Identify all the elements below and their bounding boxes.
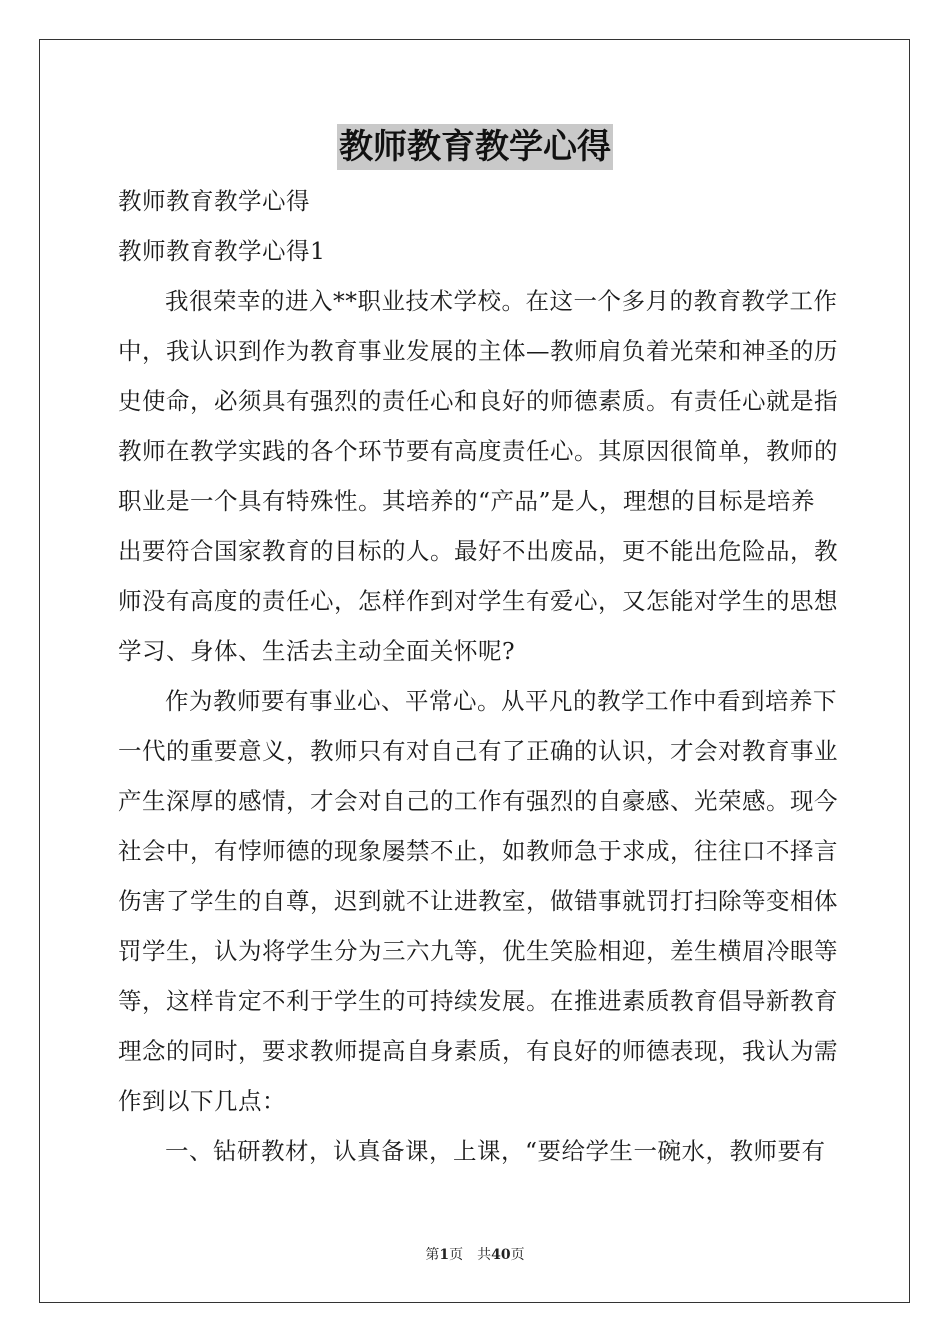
paragraph-line: 罚学生，认为将学生分为三六九等，优生笑脸相迎，差生横眉冷眼等 [118, 937, 838, 965]
paragraph-line: 师没有高度的责任心，怎样作到对学生有爱心，又怎能对学生的思想 [118, 587, 838, 615]
paragraph-line: 史使命，必须具有强烈的责任心和良好的师德素质。有责任心就是指 [118, 387, 838, 415]
paragraph-line: 产生深厚的感情，才会对自己的工作有强烈的自豪感、光荣感。现今 [118, 787, 838, 815]
paragraph-line: 一、钻研教材，认真备课，上课，“要给学生一碗水，教师要有 [165, 1137, 826, 1165]
section-heading: 教师教育教学心得1 [118, 237, 326, 265]
page-prefix: 第 [425, 1247, 440, 1263]
paragraph-line: 理念的同时，要求教师提高自身素质，有良好的师德表现，我认为需 [118, 1037, 838, 1065]
paragraph-line: 一代的重要意义，教师只有对自己有了正确的认识，才会对教育事业 [118, 737, 838, 765]
title-container [0, 124, 950, 170]
paragraph-line: 等，这样肯定不利于学生的可持续发展。在推进素质教育倡导新教育 [118, 987, 838, 1015]
paragraph-line: 伤害了学生的自尊，迟到就不让进教室，做错事就罚打扫除等变相体 [118, 887, 838, 915]
total-suffix: 页 [510, 1247, 525, 1263]
document-title: 教师教育教学心得 [337, 124, 613, 170]
paragraph-line: 作到以下几点： [118, 1087, 286, 1115]
paragraph-line: 出要符合国家教育的目标的人。最好不出废品，更不能出危险品，教 [118, 537, 838, 565]
page-number: 1 [439, 1247, 450, 1263]
paragraph-line: 中，我认识到作为教育事业发展的主体—教师肩负着光荣和神圣的历 [118, 337, 838, 365]
page-suffix: 页 [449, 1247, 464, 1263]
paragraph-line: 社会中，有悖师德的现象屡禁不止，如教师急于求成，往往口不择言 [118, 837, 838, 865]
total-prefix: 共 [477, 1247, 492, 1263]
page-footer [0, 1245, 950, 1265]
paragraph-line: 教师在教学实践的各个环节要有高度责任心。其原因很简单，教师的 [118, 437, 838, 465]
paragraph-line: 学习、身体、生活去主动全面关怀呢? [118, 637, 516, 665]
total-pages: 40 [491, 1247, 511, 1263]
paragraph-line: 我很荣幸的进入**职业技术学校。在这一个多月的教育教学工作 [165, 287, 838, 315]
paragraph-line: 职业是一个具有特殊性。其培养的“产品”是人，理想的目标是培养 [118, 487, 816, 515]
paragraph-line: 作为教师要有事业心、平常心。从平凡的教学工作中看到培养下 [165, 687, 837, 715]
document-subtitle: 教师教育教学心得 [118, 187, 310, 215]
document-body [118, 176, 838, 1176]
